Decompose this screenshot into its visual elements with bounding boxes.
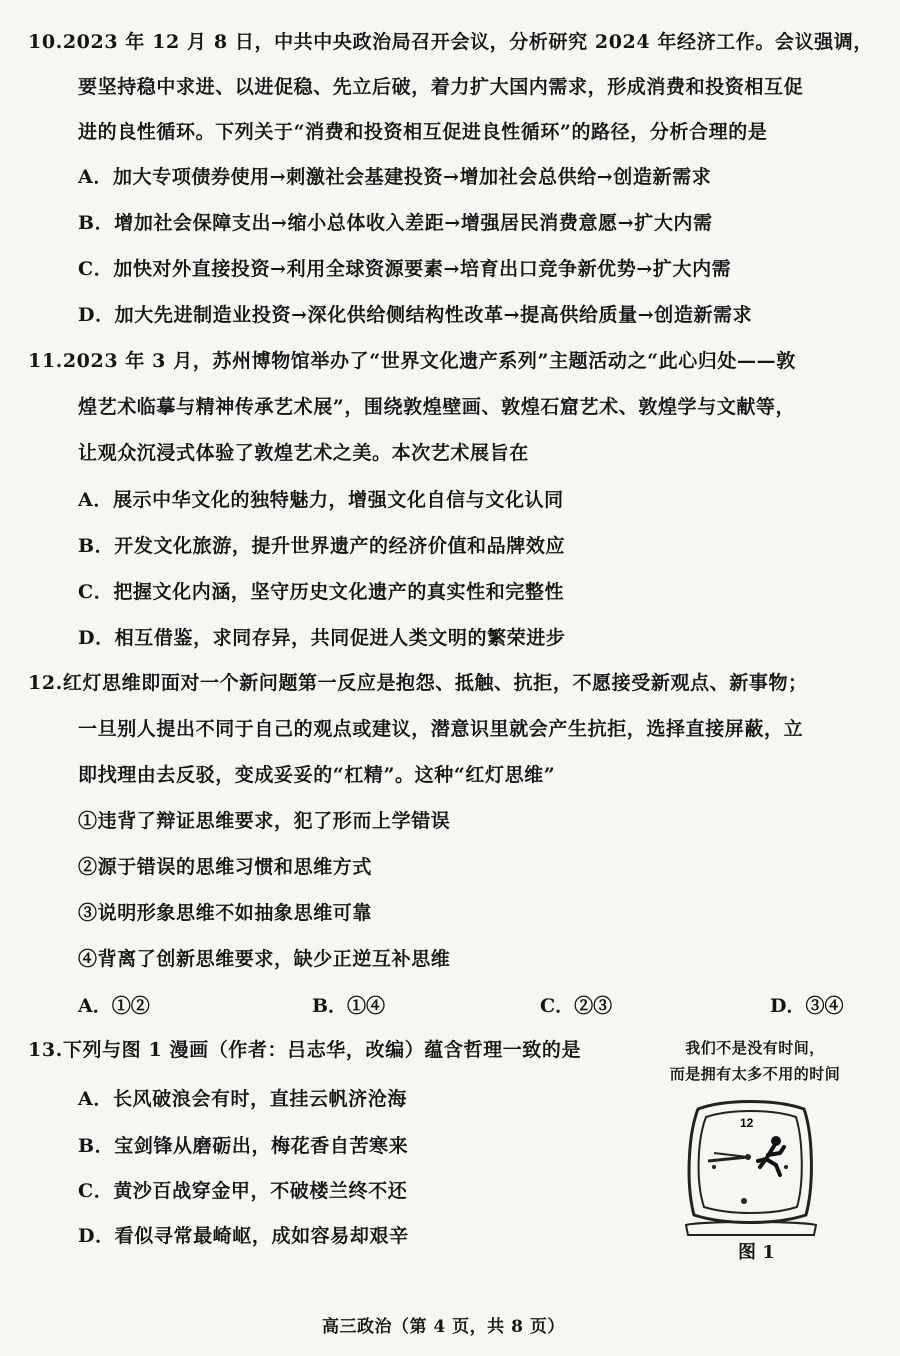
q13-number: 13. [28, 1039, 63, 1061]
q10-option-a: A．加大专项债券使用→刺激社会基建投资→增加社会总供给→创造新需求 [78, 166, 712, 188]
clock-dot-9 [712, 1165, 716, 1169]
q10-stem-line-1 [28, 28, 873, 56]
running-figure-icon [758, 1136, 784, 1175]
q13-option-d: D．看似寻常最崎岖，成如容易却艰辛 [78, 1225, 409, 1247]
q12-stem-line-3: 即找理由去反驳，变成妥妥的“杠精”。这种“红灯思维” [78, 764, 556, 786]
q10-stem-line-3: 进的良性循环。下列关于“消费和投资相互促进良性循环”的路径，分析合理的是 [78, 121, 768, 143]
q12-stem-line-1 [28, 669, 808, 697]
q11-number: 11. [28, 350, 63, 372]
q11-option-a: A．展示中华文化的独特魅力，增强文化自信与文化认同 [78, 489, 564, 511]
clock-center [745, 1154, 751, 1160]
q11-stem-line-3: 让观众沉浸式体验了敦煌艺术之美。本次艺术展旨在 [78, 442, 529, 464]
q12-stem-text-1: 红灯思维即面对一个新问题第一反应是抱怨、抵触、抗拒，不愿接受新观点、新事物； [62, 672, 808, 694]
q13-option-b: B．宝剑锋从磨砺出，梅花香自苦寒来 [78, 1135, 409, 1157]
figure-label: 图 1 [738, 1242, 775, 1263]
q10-option-c: C．加快对外直接投资→利用全球资源要素→培育出口竞争新优势→扩大内需 [78, 258, 732, 280]
q12-statement-4: ④背离了创新思维要求，缺少正逆互补思维 [78, 948, 451, 970]
clock-number-12: 12 [740, 1116, 754, 1130]
clock-dot-3 [784, 1165, 788, 1169]
q10-option-d: D．加大先进制造业投资→深化供给侧结构性改革→提高供给质量→创造新需求 [78, 304, 753, 326]
q11-option-d: D．相互借鉴，求同存异，共同促进人类文明的繁荣进步 [78, 627, 566, 649]
q12-choice-b: B．①④ [312, 995, 386, 1017]
q12-statement-3: ③说明形象思维不如抽象思维可靠 [78, 902, 373, 924]
q10-stem-line-2: 要坚持稳中求进、以进促稳、先立后破，着力扩大国内需求，形成消费和投资相互促 [78, 76, 804, 98]
q12-choice-a: A．①② [78, 995, 150, 1017]
figure-caption-line-1: 我们不是没有时间， [685, 1039, 825, 1057]
q11-option-b: B．开发文化旅游，提升世界遗产的经济价值和品牌效应 [78, 535, 566, 557]
q12-number: 12. [28, 672, 63, 694]
q11-stem-text-1: 2023 年 3 月，苏州博物馆举办了“世界文化遗产系列”主题活动之“此心归处——敦 [62, 350, 796, 372]
q12-choice-d: D．③④ [770, 995, 844, 1017]
q12-statement-2: ②源于错误的思维习惯和思维方式 [78, 856, 373, 878]
figure-caption-line-2: 而是拥有太多不用的时间 [669, 1065, 841, 1083]
q12-choice-c: C．②③ [540, 995, 613, 1017]
q11-option-c: C．把握文化内涵，坚守历史文化遗产的真实性和完整性 [78, 581, 565, 603]
clock-cartoon [680, 1095, 820, 1237]
clock-dot-6 [741, 1198, 747, 1204]
q10-stem-text-1: 2023 年 12 月 8 日，中共中央政治局召开会议，分析研究 2024 年经济工作。会议强调， [62, 31, 873, 53]
q10-number: 10. [28, 31, 63, 53]
q12-stem-line-2: 一旦别人提出不同于自己的观点或建议，潜意识里就会产生抗拒，选择直接屏蔽，立 [78, 718, 804, 740]
q13-option-a: A．长风破浪会有时，直挂云帆济沧海 [78, 1088, 407, 1110]
q13-option-c: C．黄沙百战穿金甲，不破楼兰终不还 [78, 1180, 408, 1202]
q13-stem-line-1 [28, 1036, 581, 1064]
page-footer: 高三政治（第 4 页，共 8 页） [322, 1317, 565, 1337]
q11-stem-line-2: 煌艺术临摹与精神传承艺术展”，围绕敦煌壁画、敦煌石窟艺术、敦煌学与文献等， [78, 396, 796, 418]
clock-hand-hour [708, 1157, 748, 1161]
clock-hand-minute [714, 1153, 748, 1157]
q11-stem-line-1 [28, 347, 796, 375]
q13-stem-text-1: 下列与图 1 漫画（作者：吕志华，改编）蕴含哲理一致的是 [62, 1039, 582, 1061]
q10-option-b: B．增加社会保障支出→缩小总体收入差距→增强居民消费意愿→扩大内需 [78, 212, 713, 234]
q12-statement-1: ①违背了辩证思维要求，犯了形而上学错误 [78, 810, 451, 832]
